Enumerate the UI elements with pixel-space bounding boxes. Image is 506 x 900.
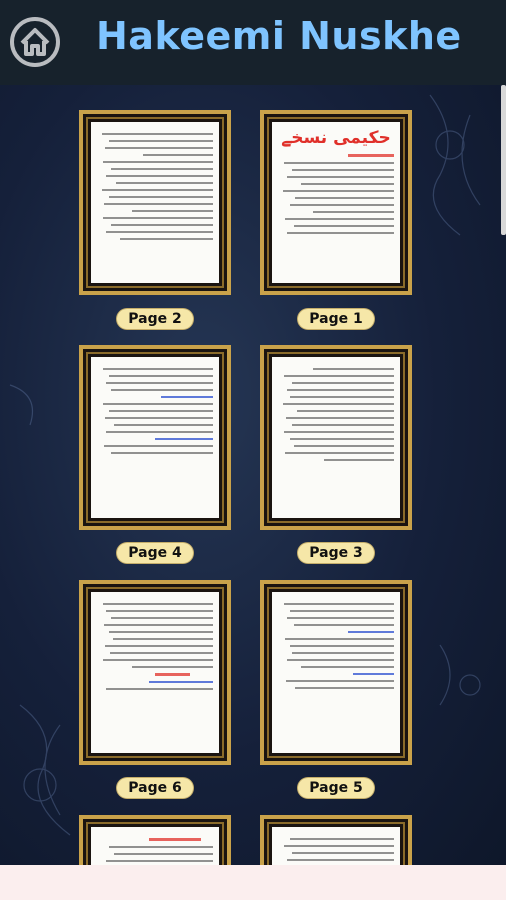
home-button[interactable]	[9, 16, 61, 68]
page-5-label[interactable]: Page 5	[298, 778, 374, 798]
page-thumbnail-5[interactable]	[260, 580, 412, 765]
top-app-bar	[0, 0, 506, 85]
background-pattern	[0, 85, 506, 865]
app-title: Hakeemi Nuskhe	[96, 14, 462, 58]
page-thumbnail-2[interactable]	[79, 110, 231, 295]
page-thumbnail-8[interactable]	[79, 815, 231, 865]
page-1-label[interactable]: Page 1	[298, 309, 374, 329]
page-2-label[interactable]: Page 2	[117, 309, 193, 329]
page-thumbnail-3[interactable]	[260, 345, 412, 530]
page-grid[interactable]	[0, 85, 506, 865]
page-thumbnail-7[interactable]	[260, 815, 412, 865]
page-thumbnail-4[interactable]	[79, 345, 231, 530]
page-4-label[interactable]: Page 4	[117, 543, 193, 563]
page-3-label[interactable]: Page 3	[298, 543, 374, 563]
home-icon	[9, 16, 61, 68]
page-6-label[interactable]: Page 6	[117, 778, 193, 798]
page-1-heading: حکیمی نسخے	[281, 128, 391, 148]
page-thumbnail-6[interactable]	[79, 580, 231, 765]
page-thumbnail-1[interactable]	[260, 110, 412, 295]
scrollbar[interactable]	[501, 85, 506, 235]
bottom-bar	[0, 865, 506, 900]
